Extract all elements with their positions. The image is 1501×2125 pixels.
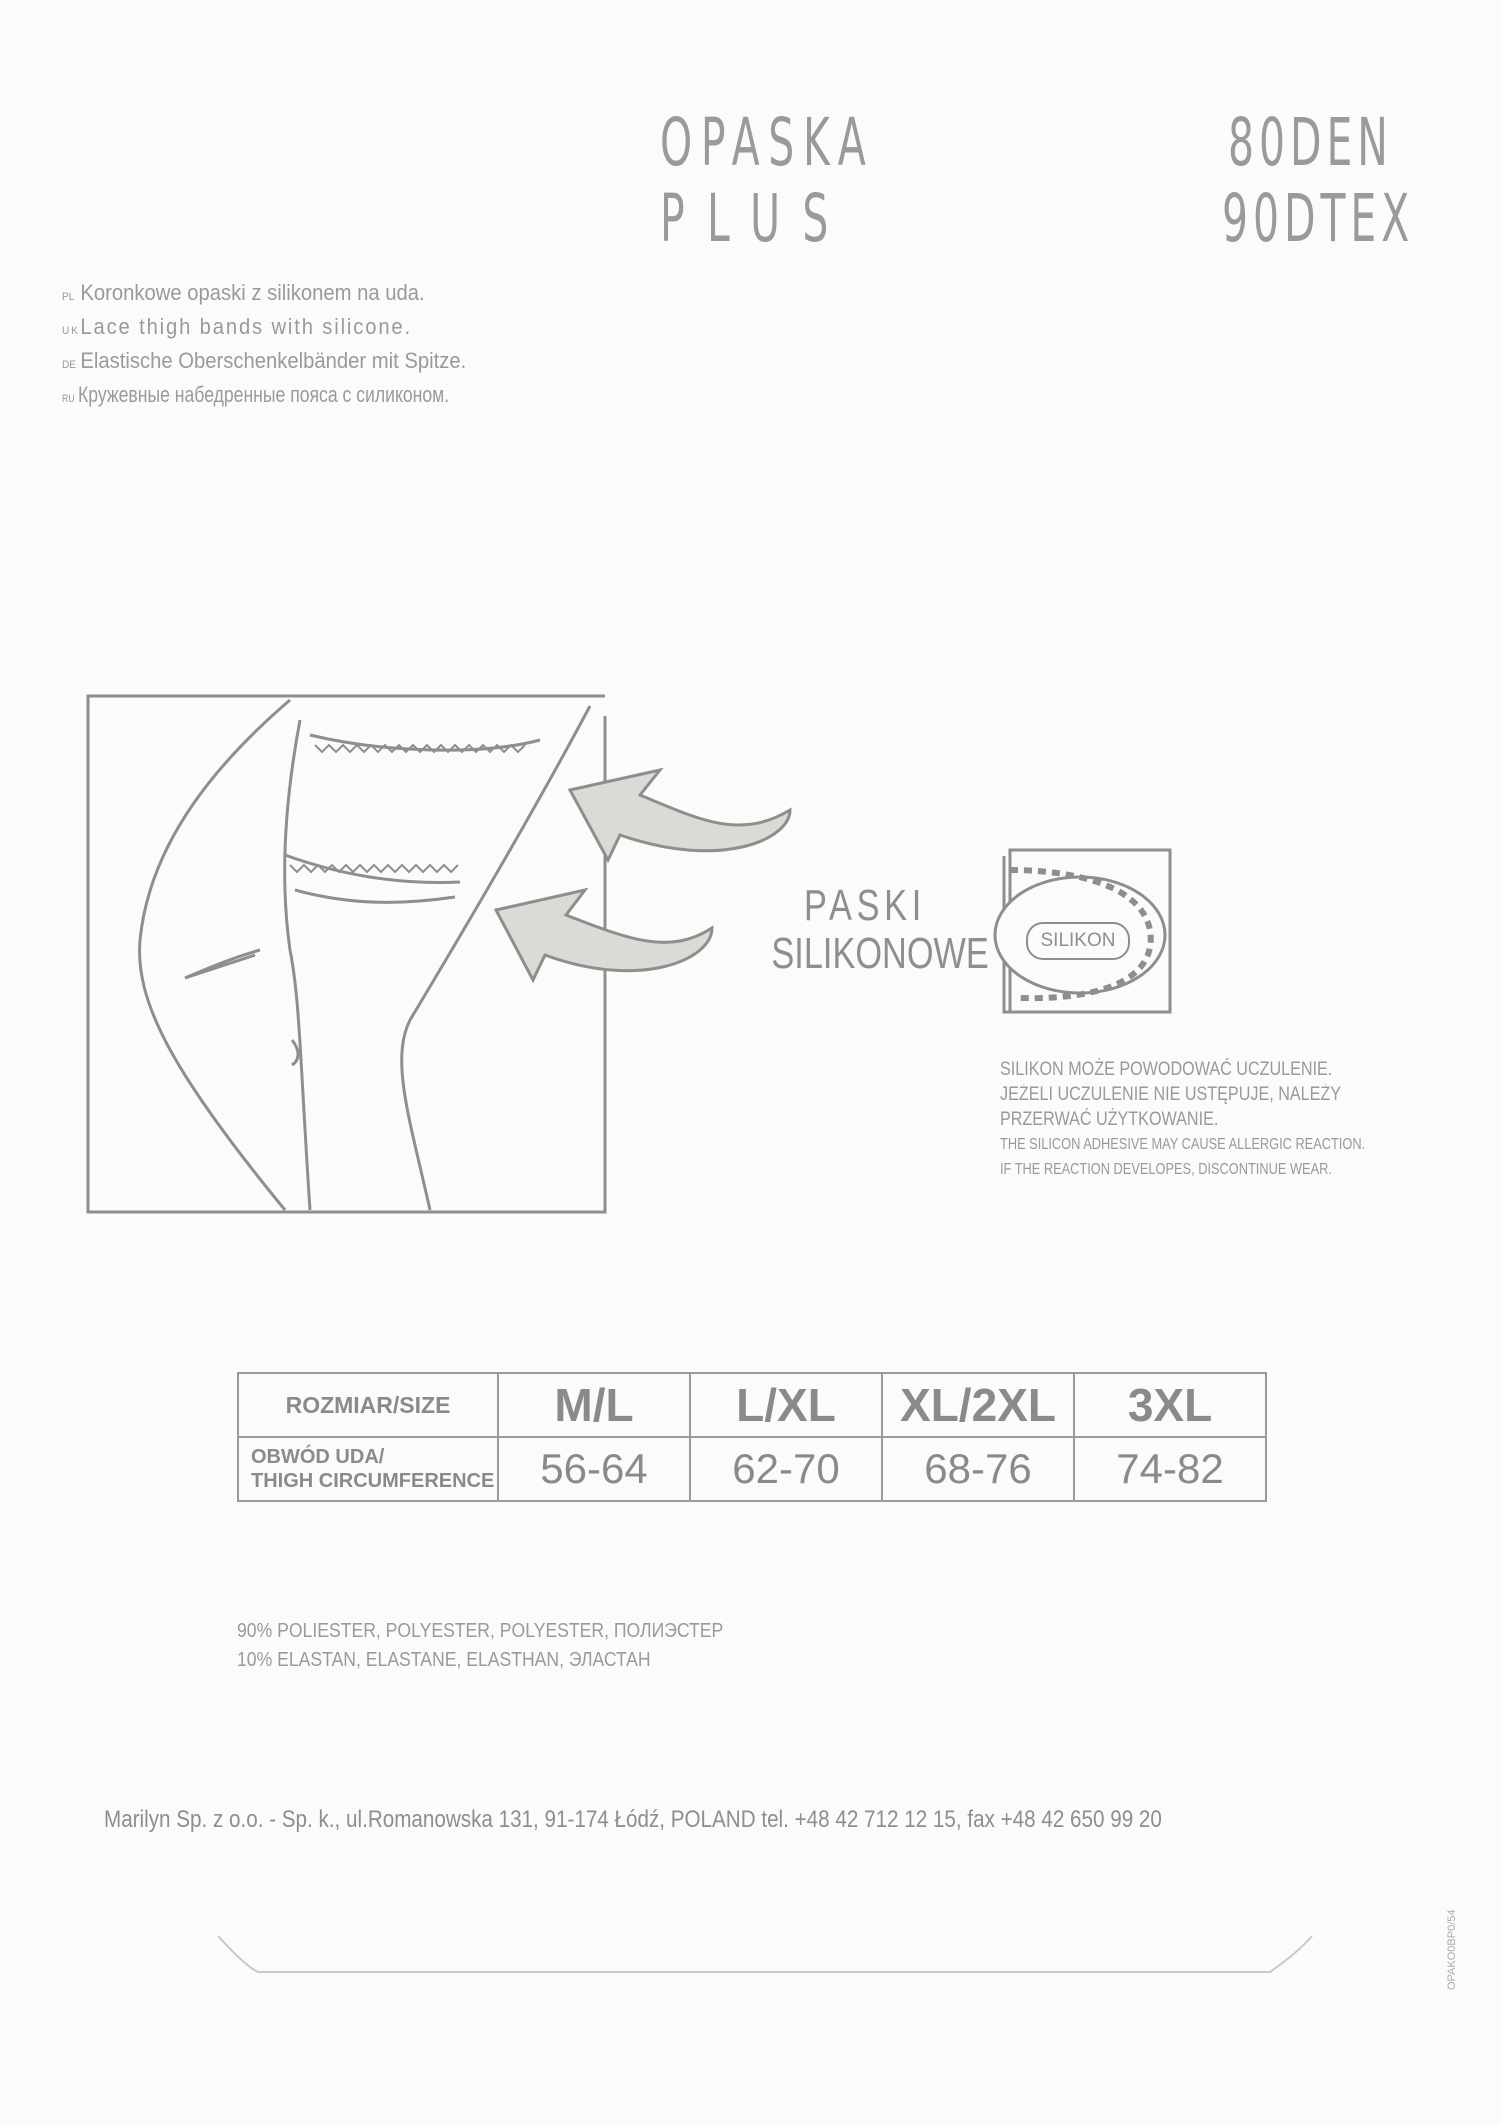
company-address: Marilyn Sp. z o.o. - Sp. k., ul.Romanowska 131, 91-174 Łódź, POLAND tel. +48 42 712 12 15, fax +48 42 650 99 20 bbox=[104, 1806, 1162, 1833]
warning-pl-line1: SILIKON MOŻE POWODOWAĆ UCZULENIE. bbox=[1000, 1059, 1333, 1080]
warning-en-line2: IF THE REACTION DEVELOPES, DISCONTINUE WEAR. bbox=[1000, 1161, 1332, 1178]
size-cell: 3XL bbox=[1074, 1373, 1266, 1437]
description-ru: RU Кружевные набедренные пояса с силиконом. bbox=[62, 382, 450, 407]
product-title-line1: OPASKA bbox=[660, 104, 875, 181]
den-value: 80DEN bbox=[1228, 104, 1393, 181]
size-cell: L/XL bbox=[690, 1373, 882, 1437]
description-de: DE Elastische Oberschenkelbänder mit Spitze. bbox=[62, 348, 467, 373]
description-uk: UKLace thigh bands with silicone. bbox=[62, 314, 412, 339]
circumference-cell: 56-64 bbox=[498, 1437, 690, 1501]
circumference-cell: 62-70 bbox=[690, 1437, 882, 1501]
dtex-value: 90DTEX bbox=[1222, 180, 1415, 257]
warning-en-line1: THE SILICON ADHESIVE MAY CAUSE ALLERGIC REACTION. bbox=[1000, 1136, 1366, 1153]
size-header: ROZMIAR/SIZE bbox=[238, 1373, 498, 1437]
warning-pl-line2: JEŻELI UCZULENIE NIE USTĘPUJE, NALEŻY bbox=[1000, 1084, 1342, 1105]
silikon-badge: SILIKON bbox=[1026, 922, 1130, 960]
size-cell: M/L bbox=[498, 1373, 690, 1437]
description-pl: PL Koronkowe opaski z silikonem na uda. bbox=[62, 280, 425, 305]
circumference-header-line2: THIGH CIRCUMFERENCE bbox=[251, 1470, 495, 1492]
circumference-cell: 68-76 bbox=[882, 1437, 1074, 1501]
composition-line2: 10% ELASTAN, ELASTANE, ELASTHAN, ЭЛАСТАН bbox=[237, 1649, 651, 1671]
circumference-cell: 74-82 bbox=[1074, 1437, 1266, 1501]
warning-pl-line3: PRZERWAĆ UŻYTKOWANIE. bbox=[1000, 1109, 1219, 1130]
circumference-header-line1: OBWÓD UDA/ bbox=[251, 1446, 385, 1468]
paski-line2: SILIKONOWE bbox=[771, 929, 989, 978]
size-cell: XL/2XL bbox=[882, 1373, 1074, 1437]
product-title-line2: PLUS bbox=[660, 180, 851, 257]
composition-line1: 90% POLIESTER, POLYESTER, POLYESTER, ПОЛИЭСТЕР bbox=[237, 1620, 724, 1642]
product-code: OPAKO0BP0/54 bbox=[1446, 1909, 1458, 1990]
paski-line1: PASKI bbox=[804, 881, 926, 930]
